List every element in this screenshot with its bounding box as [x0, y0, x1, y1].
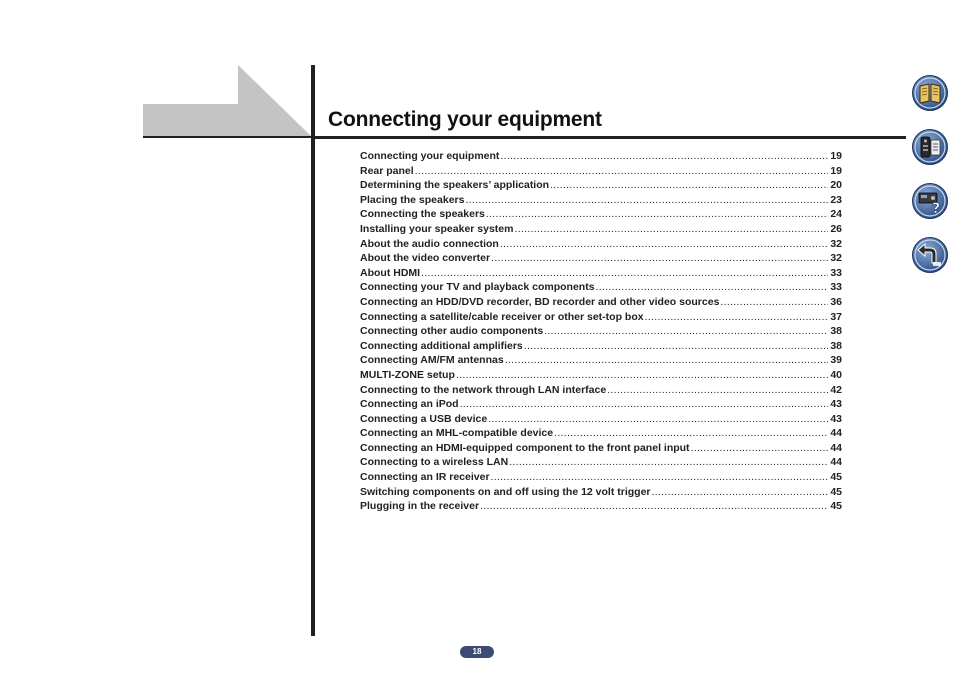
- toc-entry[interactable]: [360, 412, 842, 427]
- toc-entry[interactable]: [360, 149, 842, 164]
- toc-leader-dots: [500, 237, 828, 252]
- toc-entry-page: 19: [830, 164, 842, 177]
- toc-entry-page: 44: [830, 456, 842, 469]
- toc-entry[interactable]: [360, 368, 842, 383]
- toc-entry-page: 38: [830, 325, 842, 338]
- toc-entry[interactable]: [360, 251, 842, 266]
- table-of-contents: [360, 149, 842, 514]
- toc-entry[interactable]: [360, 280, 842, 295]
- toc-entry[interactable]: [360, 222, 842, 237]
- toc-entry-page: 44: [830, 441, 842, 454]
- chapter-arrow-graphic: [0, 0, 320, 140]
- toc-entry-title: Placing the speakers: [360, 193, 465, 206]
- toc-entry-page: 36: [830, 295, 842, 308]
- toc-entry-page: 26: [830, 222, 842, 235]
- toc-entry-page: 32: [830, 237, 842, 250]
- toc-leader-dots: [691, 441, 828, 456]
- toc-leader-dots: [421, 266, 828, 281]
- toc-entry[interactable]: [360, 353, 842, 368]
- toc-entry-title: Connecting an MHL-compatible device: [360, 427, 554, 440]
- toc-leader-dots: [596, 280, 828, 295]
- toc-entry-title: Connecting an iPod: [360, 398, 459, 411]
- toc-leader-dots: [505, 353, 828, 368]
- toc-leader-dots: [480, 499, 828, 514]
- toc-leader-dots: [500, 149, 828, 164]
- toc-entry-title: Connecting additional amplifiers: [360, 339, 523, 352]
- toc-entry-title: Connecting to a wireless LAN: [360, 456, 509, 469]
- toc-entry[interactable]: [360, 310, 842, 325]
- toc-leader-dots: [488, 412, 828, 427]
- toc-entry[interactable]: [360, 207, 842, 222]
- toc-entry-title: About HDMI: [360, 266, 421, 279]
- toc-entry-title: Connecting an IR receiver: [360, 471, 490, 484]
- toc-entry-page: 38: [830, 339, 842, 352]
- toc-entry[interactable]: [360, 164, 842, 179]
- horizontal-rule-left: [143, 136, 311, 138]
- toc-leader-dots: [554, 426, 828, 441]
- toc-entry-page: 44: [830, 427, 842, 440]
- toc-entry[interactable]: [360, 339, 842, 354]
- toc-entry-page: 39: [830, 354, 842, 367]
- horizontal-rule-right: [315, 136, 906, 139]
- toc-entry-title: About the audio connection: [360, 237, 499, 250]
- toc-entry-page: 32: [830, 252, 842, 265]
- toc-entry-title: Switching components on and off using the 12 volt trigger: [360, 485, 651, 498]
- toc-entry-title: Rear panel: [360, 164, 414, 177]
- toc-leader-dots: [544, 324, 828, 339]
- toc-leader-dots: [720, 295, 828, 310]
- toc-entry-page: 24: [830, 208, 842, 221]
- toc-entry-page: 19: [830, 150, 842, 162]
- toc-leader-dots: [415, 164, 828, 179]
- page-number-badge: 18: [460, 646, 494, 658]
- toc-entry-page: 45: [830, 500, 842, 513]
- toc-entry-title: Connecting an HDMI-equipped component to the front panel input: [360, 441, 690, 454]
- toc-entry[interactable]: [360, 383, 842, 398]
- toc-entry[interactable]: [360, 470, 842, 485]
- toc-entry-title: Determining the speakers’ application: [360, 179, 550, 192]
- toc-leader-dots: [465, 193, 828, 208]
- toc-entry-title: Connecting a satellite/cable receiver or other set-top box: [360, 310, 644, 323]
- receiver-question-icon[interactable]: [911, 182, 949, 220]
- toc-entry-title: About the video converter: [360, 252, 491, 265]
- toc-entry-page: 43: [830, 412, 842, 425]
- toc-leader-dots: [607, 383, 828, 398]
- toc-entry-page: 43: [830, 398, 842, 411]
- toc-leader-dots: [486, 207, 828, 222]
- toc-entry-title: Plugging in the receiver: [360, 500, 480, 513]
- toc-entry-title: Installing your speaker system: [360, 222, 514, 235]
- toc-entry-title: Connecting your TV and playback components: [360, 281, 595, 294]
- toc-leader-dots: [460, 397, 828, 412]
- side-nav: [911, 74, 949, 290]
- toc-entry[interactable]: [360, 397, 842, 412]
- toc-entry-page: 33: [830, 281, 842, 294]
- toc-entry[interactable]: [360, 455, 842, 470]
- toc-entry-page: 23: [830, 193, 842, 206]
- toc-entry[interactable]: [360, 178, 842, 193]
- toc-entry-page: 45: [830, 471, 842, 484]
- toc-entry[interactable]: [360, 237, 842, 252]
- vertical-rule: [311, 65, 315, 636]
- return-arrow-icon[interactable]: [911, 236, 949, 274]
- toc-entry-page: 40: [830, 368, 842, 381]
- toc-entry-title: Connecting an HDD/DVD recorder, BD recorder and other video sources: [360, 295, 720, 308]
- toc-entry[interactable]: [360, 499, 842, 514]
- toc-entry-title: Connecting your equipment: [360, 150, 500, 162]
- toc-entry[interactable]: [360, 266, 842, 281]
- toc-entry-title: Connecting AM/FM antennas: [360, 354, 504, 367]
- toc-entry-page: 37: [830, 310, 842, 323]
- toc-entry[interactable]: [360, 193, 842, 208]
- toc-entry[interactable]: [360, 441, 842, 456]
- toc-entry-page: 42: [830, 383, 842, 396]
- toc-leader-dots: [514, 222, 828, 237]
- toc-entry[interactable]: [360, 485, 842, 500]
- toc-leader-dots: [456, 368, 828, 383]
- toc-entry-title: Connecting a USB device: [360, 412, 488, 425]
- book-icon[interactable]: [911, 74, 949, 112]
- toc-leader-dots: [524, 339, 828, 354]
- toc-entry[interactable]: [360, 426, 842, 441]
- toc-entry[interactable]: [360, 324, 842, 339]
- page-title: Connecting your equipment: [328, 108, 602, 131]
- toc-leader-dots: [509, 455, 828, 470]
- toc-entry-page: 20: [830, 179, 842, 192]
- toc-leader-dots: [652, 485, 828, 500]
- toc-entry-title: Connecting to the network through LAN interface: [360, 383, 607, 396]
- toc-entry-title: Connecting other audio components: [360, 325, 544, 338]
- toc-entry-page: 45: [830, 485, 842, 498]
- remote-control-icon[interactable]: [911, 128, 949, 166]
- toc-entry[interactable]: [360, 295, 842, 310]
- toc-leader-dots: [491, 251, 828, 266]
- toc-leader-dots: [550, 178, 828, 193]
- toc-entry-page: 33: [830, 266, 842, 279]
- toc-entry-title: Connecting the speakers: [360, 208, 485, 221]
- toc-leader-dots: [645, 310, 828, 325]
- svg-text:?: ?: [931, 201, 941, 217]
- toc-leader-dots: [491, 470, 828, 485]
- toc-entry-title: MULTI-ZONE setup: [360, 368, 455, 381]
